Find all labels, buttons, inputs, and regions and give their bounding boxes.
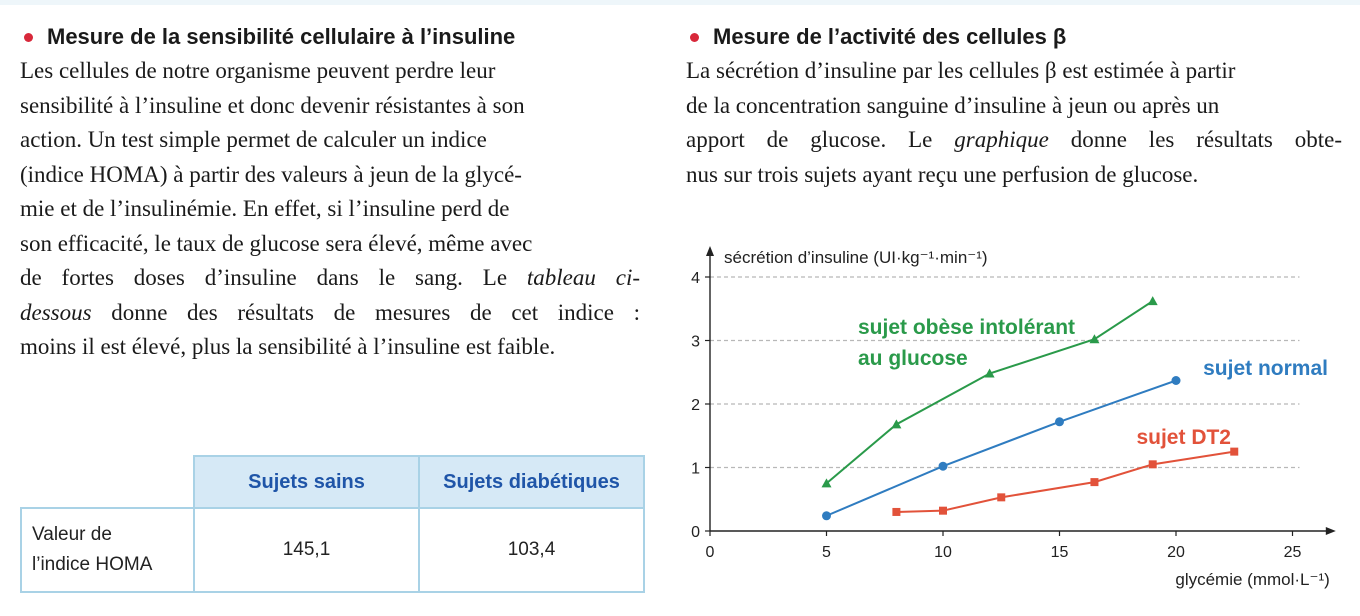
text-segment: donne les résultats obte- xyxy=(1070,127,1343,152)
text-line: sensibilité à l’insuline et donc devenir résistantes à son xyxy=(20,92,525,118)
row-label-line: Valeur de xyxy=(32,524,112,545)
data-point xyxy=(892,508,900,516)
text-line xyxy=(20,296,640,331)
left-paragraph xyxy=(20,54,640,365)
y-axis-label: sécrétion d’insuline (UI·kg⁻¹·min⁻¹) xyxy=(724,248,988,267)
bullet-icon xyxy=(690,33,699,42)
series-label: au glucose xyxy=(858,347,968,370)
text-line: (indice HOMA) à partir des valeurs à jeun de la glycé- xyxy=(20,161,522,187)
left-heading-text: Mesure de la sensibilité cellulaire à l’insuline xyxy=(47,24,516,49)
left-heading xyxy=(24,20,640,54)
column-header: Sujets diabétiques xyxy=(419,456,644,508)
top-border xyxy=(0,0,1360,5)
row-label-line: l’indice HOMA xyxy=(32,554,153,575)
text-segment: de fortes doses d’insuline dans le sang. Le xyxy=(20,265,508,290)
y-axis-arrow xyxy=(706,246,714,256)
series-label: sujet obèse intolérant xyxy=(858,316,1076,339)
data-point xyxy=(939,507,947,515)
text-line: nus sur trois sujets ayant reçu une perfusion de glucose. xyxy=(686,161,1199,187)
data-point xyxy=(1090,478,1098,486)
x-tick-label: 20 xyxy=(1167,544,1185,561)
x-tick-label: 10 xyxy=(934,544,952,561)
text-segment-italic: dessous xyxy=(20,299,92,325)
data-point xyxy=(1149,460,1157,468)
text-segment-italic: graphique xyxy=(954,127,1049,152)
series-label: sujet normal xyxy=(1203,357,1328,380)
y-tick-label: 0 xyxy=(691,524,700,541)
data-point xyxy=(891,419,901,428)
text-line: Les cellules de notre organisme peuvent perdre leur xyxy=(20,58,496,83)
right-paragraph xyxy=(686,54,1342,192)
right-heading xyxy=(690,20,1342,54)
left-column xyxy=(20,20,640,365)
x-tick-label: 15 xyxy=(1050,544,1069,561)
data-point xyxy=(822,511,831,520)
text-line: moins il est élevé, plus la sensibilité à l’insuline est faible. xyxy=(20,334,556,359)
series-line xyxy=(896,452,1234,512)
x-tick-label: 25 xyxy=(1283,544,1302,561)
y-tick-label: 1 xyxy=(691,460,700,478)
table-row xyxy=(21,508,644,592)
text-segment: donne des résultats de mesures de cet indice : xyxy=(111,299,640,325)
table-corner xyxy=(21,456,194,508)
right-column xyxy=(686,20,1342,192)
column-header: Sujets sains xyxy=(194,456,419,508)
insulin-secretion-chart xyxy=(668,238,1348,610)
x-axis-label: glycémie (mmol·L⁻¹) xyxy=(1175,570,1330,589)
x-tick-label: 5 xyxy=(822,544,831,561)
text-line: La sécrétion d’insuline par les cellules β est estimée à partir xyxy=(686,58,1236,83)
y-tick-label: 3 xyxy=(691,333,700,351)
data-point xyxy=(1055,417,1064,426)
series-label: sujet DT2 xyxy=(1136,426,1231,449)
text-segment: apport de glucose. Le xyxy=(686,127,933,152)
table-cell: 103,4 xyxy=(419,508,644,592)
row-label xyxy=(21,508,194,592)
data-point xyxy=(1089,334,1099,343)
text-line: action. Un test simple permet de calculer un indice xyxy=(20,127,487,152)
text-line: son efficacité, le taux de glucose sera élevé, même avec xyxy=(20,230,533,256)
bullet-icon xyxy=(24,33,33,42)
x-axis-arrow xyxy=(1326,527,1336,535)
table-cell: 145,1 xyxy=(194,508,419,592)
text-line xyxy=(20,261,640,296)
data-point xyxy=(1148,296,1158,305)
right-heading-text: Mesure de l’activité des cellules β xyxy=(713,24,1067,49)
text-line xyxy=(686,123,1342,158)
data-point xyxy=(939,462,948,471)
data-point xyxy=(997,493,1005,501)
text-line: mie et de l’insulinémie. En effet, si l’insuline perd de xyxy=(20,196,510,221)
data-point xyxy=(1172,376,1181,385)
data-point xyxy=(1230,448,1238,456)
text-line: de la concentration sanguine d’insuline à jeun ou après un xyxy=(686,92,1220,118)
x-tick-label: 0 xyxy=(705,544,715,561)
y-tick-label: 2 xyxy=(691,397,700,414)
table-header-row xyxy=(21,456,644,508)
homa-table xyxy=(20,455,645,593)
text-segment-italic: tableau ci- xyxy=(526,265,641,290)
y-tick-label: 4 xyxy=(691,270,700,287)
